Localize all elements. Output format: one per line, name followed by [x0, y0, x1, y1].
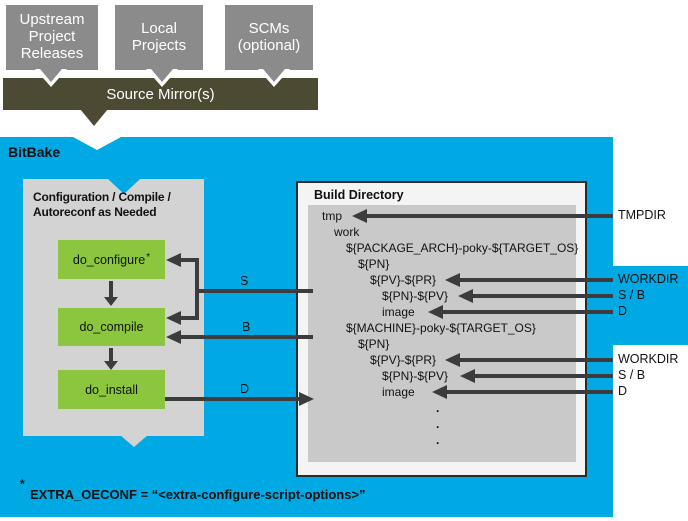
footnote-asterisk: *: [20, 477, 25, 491]
do-install-label: do_install: [85, 382, 138, 397]
do-compile-task: [58, 308, 165, 346]
tree-row-pv-pr-2: ${PV}-${PR}: [370, 353, 437, 367]
sb1-arrowhead-icon: [458, 289, 473, 303]
d2-arrow-line: [447, 390, 613, 394]
do-compile-label: do_compile: [79, 320, 144, 334]
s-to-configure-line: [181, 258, 199, 262]
scms-tail-icon: [263, 69, 285, 82]
s-flow-label: S: [240, 274, 249, 288]
tree-row-image-2: image: [382, 385, 415, 399]
local-tail-icon: [151, 69, 173, 82]
scms-optional-box: SCMs (optional): [225, 5, 313, 70]
d-arrowhead-icon: [299, 392, 314, 406]
footnote-text: EXTRA_OECONF = “<extra-configure-script-options>”: [30, 487, 366, 502]
b-flow-label: B: [242, 320, 251, 334]
tree-row-pn-pv-2: ${PN}-${PV}: [382, 369, 449, 383]
s-to-configure-arrowhead-icon: [166, 253, 181, 267]
tree-row-package-arch: ${PACKAGE_ARCH}-poky-${TARGET_OS}: [346, 241, 579, 255]
sb2-arrow-line: [475, 374, 613, 378]
workdir2-arrow-line: [460, 358, 613, 362]
s-branch-line: [195, 258, 199, 320]
tree-row-pn-1: ${PN}: [358, 257, 390, 271]
b-arrowhead-icon: [166, 330, 181, 344]
compile-to-install-arrow: [109, 348, 113, 362]
d2-label: D: [618, 384, 628, 398]
tree-row-work: work: [334, 225, 360, 239]
tmpdir-arrow-line: [367, 214, 613, 218]
directory-tree: [308, 205, 579, 462]
sb1-arrow-line: [473, 294, 613, 298]
mirror-tail-icon: [80, 109, 108, 126]
tree-row-pn-pv-1: ${PN}-${PV}: [382, 289, 449, 303]
tree-row-image-1: image: [382, 305, 415, 319]
tree-ellipsis-dot: .: [436, 417, 440, 431]
source-mirrors-label: Source Mirror(s): [106, 85, 215, 103]
workdir1-arrowhead-icon: [445, 273, 460, 287]
tree-row-pn-2: ${PN}: [358, 337, 390, 351]
d-connector-line: [165, 397, 299, 401]
sb1-label: S / B: [618, 288, 646, 302]
workdir2-arrowhead-icon: [445, 353, 460, 367]
sb2-label: S / B: [618, 368, 646, 382]
s-connector-line: [197, 289, 313, 293]
s-to-compile-line: [181, 316, 199, 320]
compile-to-install-arrowhead-icon: [104, 361, 118, 370]
d1-label: D: [618, 304, 628, 318]
tree-row-pv-pr-1: ${PV}-${PR}: [370, 273, 437, 287]
configuration-title: Configuration / Compile / Autoreconf as Needed: [33, 190, 171, 219]
upstream-tail-icon: [40, 69, 62, 82]
do-install-task: [58, 370, 165, 409]
build-directory-title: Build Directory: [314, 188, 404, 202]
workdir1-arrow-line: [460, 278, 613, 282]
do-configure-label: do_configure: [72, 252, 146, 267]
tmpdir-arrowhead-icon: [352, 209, 367, 223]
tmpdir-label: TMPDIR: [618, 208, 666, 222]
d-flow-label: D: [240, 382, 250, 396]
workdir2-label: WORKDIR: [618, 352, 679, 366]
do-configure-footnote-marker: *: [146, 252, 151, 263]
d1-arrowhead-icon: [428, 305, 443, 319]
tree-ellipsis-dot: .: [436, 433, 440, 447]
configure-to-compile-arrow: [109, 281, 113, 298]
local-projects-box: Local Projects: [115, 5, 203, 70]
configuration-tail-icon: [120, 435, 148, 447]
configure-to-compile-arrowhead-icon: [104, 297, 118, 306]
tree-ellipsis-dot: .: [436, 401, 440, 415]
s-to-compile-arrowhead-icon: [166, 311, 181, 325]
d1-arrow-line: [443, 310, 613, 314]
d2-arrowhead-icon: [432, 385, 447, 399]
workdir1-label: WORKDIR: [618, 272, 679, 286]
tree-row-tmp: tmp: [322, 209, 343, 223]
do-configure-task: [58, 240, 165, 279]
sb2-arrowhead-icon: [460, 369, 475, 383]
upstream-project-releases-box: Upstream Project Releases: [6, 5, 98, 70]
bitbake-label: BitBake: [8, 144, 61, 160]
b-connector-line: [181, 335, 313, 339]
tree-row-machine: ${MACHINE}-poky-${TARGET_OS}: [346, 321, 536, 335]
bitbake-entry-notch: [73, 137, 121, 150]
